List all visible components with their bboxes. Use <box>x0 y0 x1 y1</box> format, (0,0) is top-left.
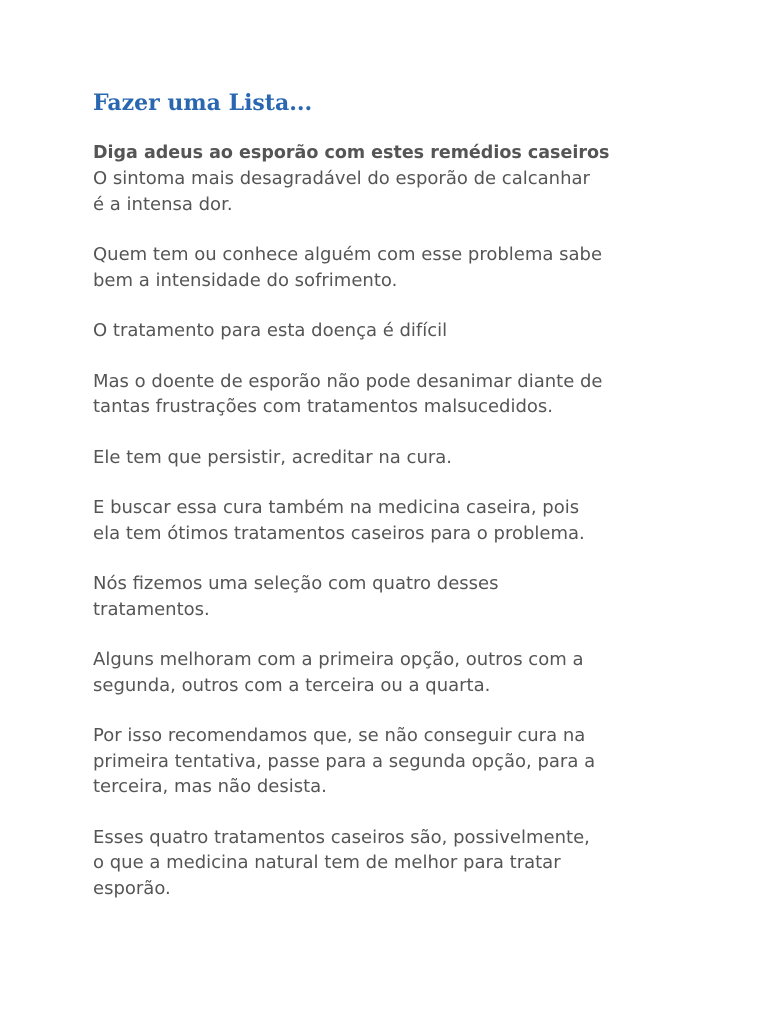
paragraph-line: o que a medicina natural tem de melhor para tratar <box>93 852 561 873</box>
paragraph-line: O tratamento para esta doença é difícil <box>93 320 448 341</box>
paragraph <box>93 318 713 344</box>
paragraph <box>93 571 713 622</box>
paragraph-line: ela tem ótimos tratamentos caseiros para o problema. <box>93 522 585 544</box>
paragraph-line: Por isso recomendamos que, se não conseguir cura na <box>93 725 586 746</box>
document-body <box>93 166 713 901</box>
paragraph-line: tantas frustrações com tratamentos malsucedidos. <box>93 396 553 417</box>
paragraph-line: bem a intensidade do sofrimento. <box>93 269 398 291</box>
paragraph-line: Mas o doente de esporão não pode desanimar diante de <box>93 370 603 392</box>
paragraph <box>93 166 713 217</box>
paragraph <box>93 723 713 800</box>
paragraph <box>93 495 713 546</box>
paragraph-line: Quem tem ou conhece alguém com esse problema sabe <box>93 244 603 265</box>
paragraph-line: segunda, outros com a terceira ou a quarta. <box>93 674 491 696</box>
paragraph-line: primeira tentativa, passe para a segunda opção, para a <box>93 750 596 772</box>
paragraph-line: O sintoma mais desagradável do esporão de calcanhar <box>93 168 590 189</box>
paragraph-line: Nós fizemos uma seleção com quatro desses <box>93 573 499 594</box>
paragraph-line: Ele tem que persistir, acreditar na cura. <box>93 446 453 468</box>
paragraph <box>93 369 713 420</box>
document-page <box>93 88 713 926</box>
paragraph <box>93 242 713 293</box>
document-subtitle: Diga adeus ao esporão com estes remédios caseiros <box>93 143 610 163</box>
paragraph-line: Alguns melhoram com a primeira opção, outros com a <box>93 649 584 670</box>
paragraph <box>93 825 713 902</box>
paragraph-line: Esses quatro tratamentos caseiros são, possivelmente, <box>93 826 590 848</box>
paragraph <box>93 647 713 698</box>
paragraph <box>93 445 713 471</box>
paragraph-line: é a intensa dor. <box>93 193 233 215</box>
document-heading: Fazer uma Lista... <box>93 90 313 116</box>
paragraph-line: esporão. <box>93 877 171 899</box>
paragraph-line: terceira, mas não desista. <box>93 776 327 797</box>
paragraph-line: tratamentos. <box>93 598 210 620</box>
paragraph-line: E buscar essa cura também na medicina caseira, pois <box>93 497 580 518</box>
